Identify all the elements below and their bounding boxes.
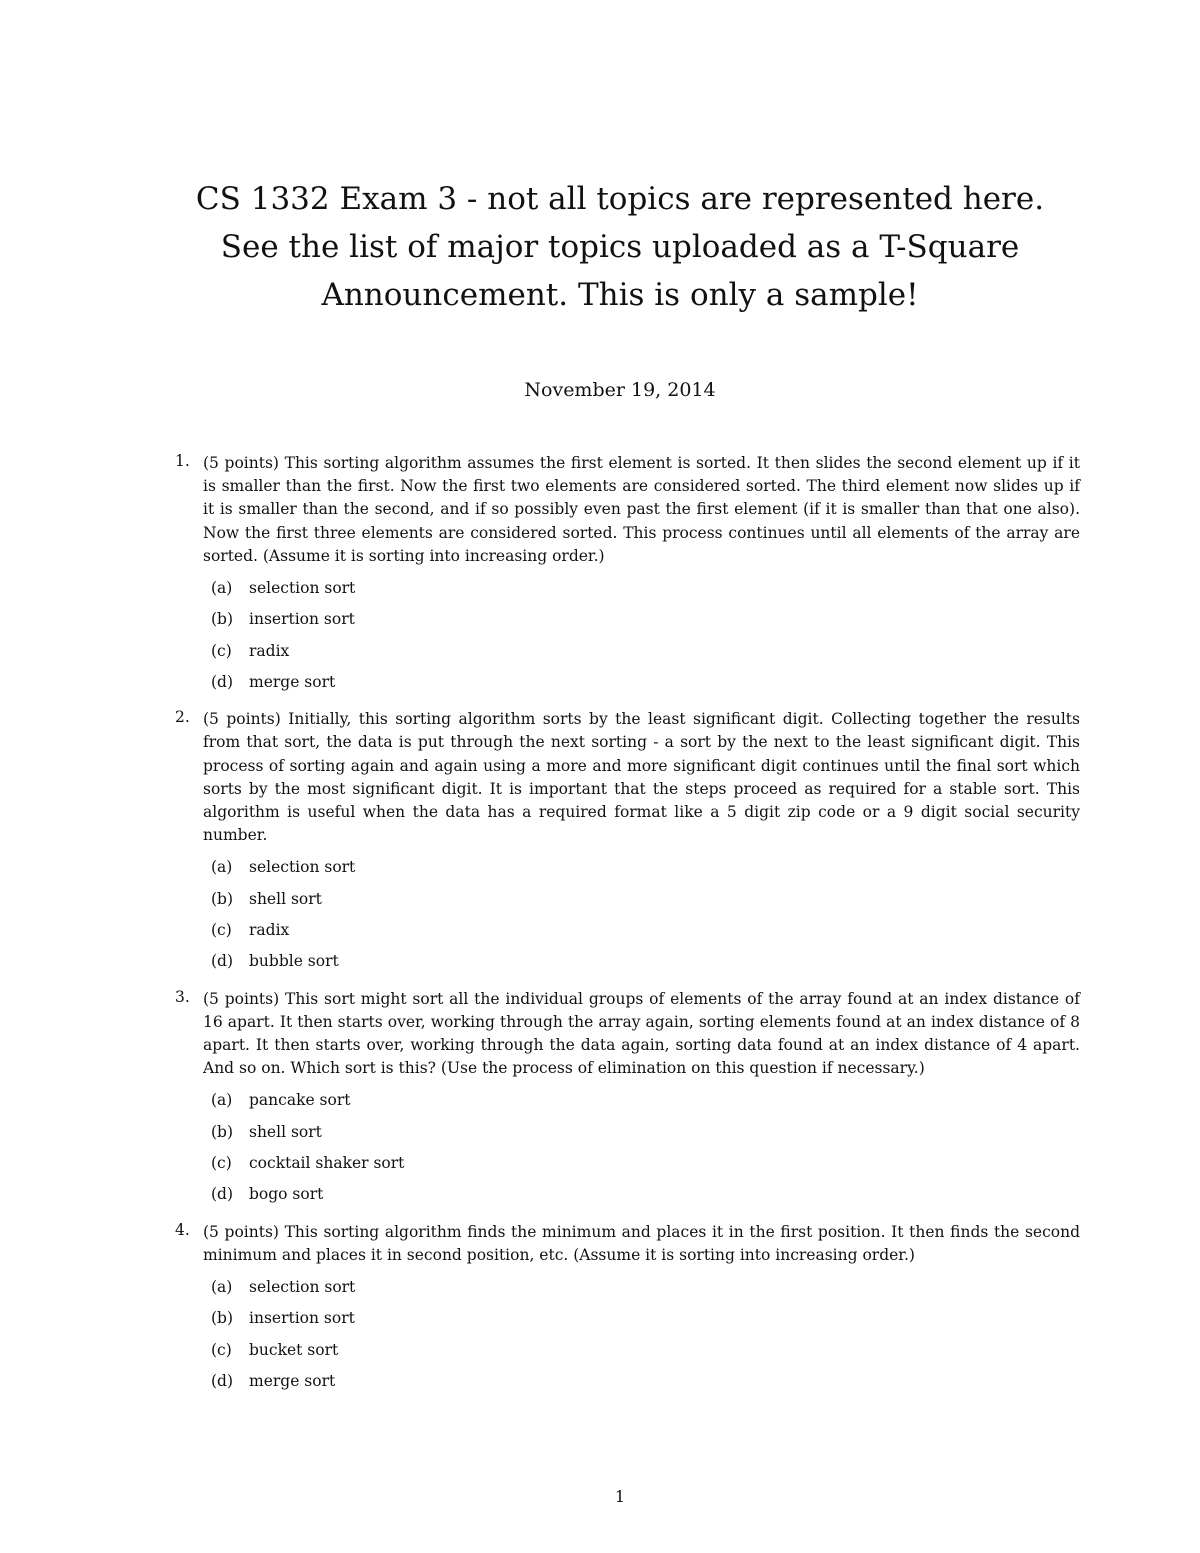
question-text: (5 points) This sorting algorithm assumes the first element is sorted. It then slides the second element up if it is smaller than the first. Now the first two elements are considered sorted. The third element now slides up if it is smaller than the second, and if so possibly even past the first element (if it is smaller than that one also). Now the first three elements are considered sorted. This process continues until all elements of the array are sorted. (Assume it is sorting into increasing order.) bbox=[203, 454, 1080, 565]
option-label: (a) bbox=[211, 1278, 233, 1297]
exam-title: CS 1332 Exam 3 - not all topics are represented here. See the list of major topics uploaded as a T-Square Announcement. This is only a sample! bbox=[195, 181, 1045, 313]
option-text: shell sort bbox=[249, 889, 322, 908]
option-label: (d) bbox=[211, 1371, 234, 1390]
answer-option bbox=[211, 1272, 1080, 1303]
option-text: merge sort bbox=[249, 672, 336, 691]
option-label: (b) bbox=[211, 1122, 234, 1141]
option-label: (a) bbox=[211, 858, 233, 877]
option-label: (c) bbox=[211, 641, 232, 660]
option-text: bubble sort bbox=[249, 952, 339, 971]
answer-option bbox=[211, 915, 1080, 946]
option-text: insertion sort bbox=[249, 1309, 355, 1328]
question-text: (5 points) Initially, this sorting algorithm sorts by the least significant digit. Collecting together the results from that sort, the data is put through the next sorting - a sort by the next to the least significant digit. This process of sorting again and again using a more and more significant digit continues until the final sort which sorts by the most significant digit. It is important that the steps proceed as required for a stable sort. This algorithm is useful when the data has a required format like a 5 digit zip code or a 9 digit social security number. bbox=[203, 710, 1080, 845]
option-text: pancake sort bbox=[249, 1091, 351, 1110]
answer-option bbox=[211, 1148, 1080, 1179]
answer-option bbox=[211, 852, 1080, 883]
option-label: (c) bbox=[211, 1340, 232, 1359]
option-text: cocktail shaker sort bbox=[249, 1154, 405, 1173]
question-list bbox=[175, 452, 1080, 1407]
question-text: (5 points) This sort might sort all the individual groups of elements of the array found at an index distance of 16 apart. It then starts over, working through the array again, sorting elements found at an index distance of 8 apart. It then starts over, working through the data again, sorting data found at an index distance of 4 apart. And so on. Which sort is this? (Use the process of elimination on this question if necessary.) bbox=[203, 989, 1080, 1078]
option-label: (c) bbox=[211, 1154, 232, 1173]
option-text: selection sort bbox=[249, 579, 356, 598]
option-text: radix bbox=[249, 921, 290, 940]
question-1 bbox=[175, 452, 1080, 698]
answer-option bbox=[211, 1335, 1080, 1366]
answer-option bbox=[211, 1303, 1080, 1334]
option-text: merge sort bbox=[249, 1371, 336, 1390]
option-text: bogo sort bbox=[249, 1185, 324, 1204]
question-number: 4. bbox=[175, 1220, 190, 1239]
option-text: bucket sort bbox=[249, 1340, 339, 1359]
option-label: (d) bbox=[211, 672, 234, 691]
option-text: radix bbox=[249, 641, 290, 660]
option-text: insertion sort bbox=[249, 610, 355, 629]
answer-option bbox=[211, 946, 1080, 977]
option-label: (d) bbox=[211, 1185, 234, 1204]
page-number: 1 bbox=[614, 1487, 626, 1506]
answer-options bbox=[203, 852, 1080, 977]
option-label: (b) bbox=[211, 1309, 234, 1328]
answer-options bbox=[203, 1272, 1080, 1397]
question-3 bbox=[175, 988, 1080, 1211]
answer-option bbox=[211, 667, 1080, 698]
answer-option bbox=[211, 573, 1080, 604]
answer-option bbox=[211, 604, 1080, 635]
answer-options bbox=[203, 573, 1080, 698]
exam-date: November 19, 2014 bbox=[524, 379, 716, 401]
option-label: (b) bbox=[211, 889, 234, 908]
question-text: (5 points) This sorting algorithm finds the minimum and places it in the first position. It then finds the second minimum and places it in second position, etc. (Assume it is sorting into increasing order.) bbox=[203, 1222, 1080, 1264]
option-text: selection sort bbox=[249, 1278, 356, 1297]
option-label: (a) bbox=[211, 1091, 233, 1110]
question-4 bbox=[175, 1221, 1080, 1398]
answer-option bbox=[211, 1085, 1080, 1116]
option-label: (c) bbox=[211, 921, 232, 940]
option-label: (a) bbox=[211, 579, 233, 598]
answer-option bbox=[211, 636, 1080, 667]
question-2 bbox=[175, 708, 1080, 977]
answer-option bbox=[211, 1117, 1080, 1148]
option-label: (d) bbox=[211, 952, 234, 971]
answer-option bbox=[211, 1179, 1080, 1210]
option-text: shell sort bbox=[249, 1122, 322, 1141]
option-label: (b) bbox=[211, 610, 234, 629]
answer-option bbox=[211, 1366, 1080, 1397]
question-number: 2. bbox=[175, 708, 190, 727]
option-text: selection sort bbox=[249, 858, 356, 877]
answer-option bbox=[211, 884, 1080, 915]
question-number: 1. bbox=[175, 452, 190, 470]
answer-options bbox=[203, 1085, 1080, 1210]
question-number: 3. bbox=[175, 987, 190, 1006]
